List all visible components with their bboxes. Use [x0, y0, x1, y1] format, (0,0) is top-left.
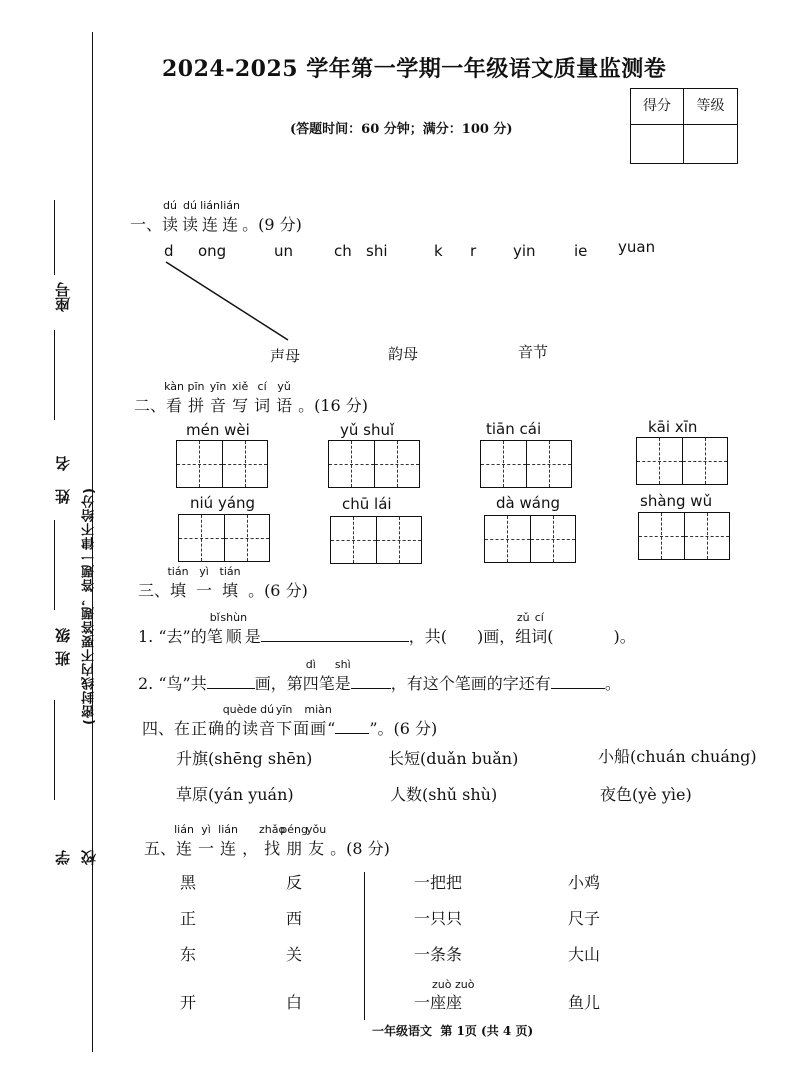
q2-word-char [209, 380, 227, 416]
q5-left-a[interactable]: 黑 [180, 873, 197, 892]
q3-blank-strokes[interactable] [207, 688, 255, 689]
seat-label: 座号 [54, 282, 72, 312]
q4-word-pinyin: yīn [275, 703, 293, 716]
q3-l2-hanzi: 第 [286, 674, 303, 693]
q2-word-char [187, 380, 205, 416]
q1-example-line [160, 258, 300, 348]
q3-l1-pinyin: shùn [220, 611, 248, 624]
q2-word-hanzi: 语 [276, 396, 293, 415]
q5-heading: 五、连 lián 一 yì 连 lián ， 找 zhǎo 朋 péng 友 yǒu 。(8 分) [144, 823, 390, 858]
q3-l2-pinyin: shì [334, 658, 351, 671]
q5-left-a[interactable]: 开 [180, 993, 197, 1012]
q3-l2-pinyin: dì [305, 658, 316, 671]
q2-pinyin: kāi xīn [648, 418, 698, 436]
q1-word-pinyin: dú [183, 199, 198, 212]
q1-word-hanzi: 读 [182, 215, 199, 234]
q5-left-a[interactable]: 正 [180, 909, 197, 928]
q5-word-pinyin: yǒu [306, 823, 327, 836]
q1-target[interactable]: 韵母 [388, 345, 419, 363]
q1-word-char [200, 199, 220, 235]
q3-word-pinyin: tián [167, 565, 189, 578]
q4-word-hanzi: 音 [259, 719, 276, 738]
q3-word-char [167, 565, 189, 601]
q2-word-hanzi: 看 [166, 396, 183, 415]
q5-word-pinyin: yì [201, 823, 211, 836]
score-table [630, 88, 738, 164]
q2-writing-grid[interactable] [484, 515, 576, 563]
q3-l1-char [531, 611, 548, 647]
q4-word-hanzi: 正 [191, 719, 208, 738]
q1-word-hanzi: 连 [222, 215, 239, 234]
q2-writing-grid[interactable] [638, 512, 730, 560]
q2-word-pinyin: kàn [164, 380, 184, 393]
q3-word-hanzi: 填 [222, 581, 239, 600]
q4-word-hanzi: 读 [242, 719, 259, 738]
q5-right-a[interactable]: 一只只 [414, 909, 463, 928]
seat-field[interactable] [52, 200, 76, 315]
q2-writing-grid[interactable] [480, 440, 572, 488]
q5-word-hanzi: 一 [198, 839, 215, 858]
q3-l2-hanzi: 笔 [318, 674, 335, 693]
q3-l1-hanzi: 顺 [225, 627, 242, 646]
name-label: 姓名 [54, 438, 72, 504]
q4-item[interactable]: 草原(yán yuán) [176, 785, 294, 804]
q5-word-pinyin: péng [280, 823, 308, 836]
q5-left-a[interactable]: 东 [180, 945, 197, 964]
q3-blank-more-chars[interactable] [551, 688, 605, 689]
q1-item[interactable]: d [164, 242, 174, 260]
q4-word-hanzi: 在 [174, 719, 191, 738]
q4-item[interactable]: 人数(shǔ shù) [390, 785, 498, 804]
q5-right-a[interactable]: 一条条 [414, 945, 463, 964]
q1-item[interactable]: yuan [618, 238, 656, 256]
q5-word-hanzi: 连 [176, 839, 193, 858]
q5-word-char [306, 823, 327, 859]
q3-l1-char [515, 611, 532, 647]
q3-word-hanzi: 一 [196, 581, 213, 600]
q2-word-char [254, 380, 271, 416]
q3-heading: 三、填 tián 一 yì 填 tián 。(6 分) [138, 565, 308, 600]
q2-word-char [231, 380, 249, 416]
q4-word-hanzi: 的 [225, 719, 242, 738]
q5-right-b[interactable]: 大山 [568, 945, 601, 964]
q2-writing-grid[interactable] [330, 516, 422, 564]
q4-word-char [242, 703, 259, 739]
q4-heading: 四、在正确的 què 读 de 音 dú 下 yīn 面画 miàn “ ”。(6 分) [142, 703, 438, 738]
q4-word-hanzi: 面 [293, 719, 310, 738]
q1-word-char [220, 199, 240, 235]
q3-l1-pinyin: cí [534, 611, 544, 624]
q3-l1-hanzi: 笔 [206, 627, 223, 646]
q3-blank-fourth-stroke[interactable] [351, 688, 391, 689]
score-cell[interactable] [631, 125, 684, 163]
q2-word-pinyin: yǔ [277, 380, 291, 393]
q1-word-pinyin: lián [200, 199, 220, 212]
q2-pinyin: chū lái [342, 495, 392, 513]
school-field[interactable] [52, 700, 98, 865]
q2-writing-grid[interactable] [176, 440, 268, 488]
q2-word-pinyin: xiě [231, 380, 249, 393]
q3-l2-char [302, 658, 319, 694]
q5-word-char [198, 823, 215, 859]
q3-l1-char [206, 611, 223, 647]
page-title: 2024-2025 学年第一学期一年级语文质量监测卷 [162, 56, 667, 82]
q3-l2-char [287, 671, 303, 694]
q5-word-pinyin: lián [174, 823, 194, 836]
q3-l2-char [319, 671, 335, 694]
q5-word-char [218, 823, 238, 859]
q3-line-1: 1. “去”的笔 bǐ 顺 shùn 是 ，共( )画，组 zǔ 词 cí ( )。 [138, 611, 636, 646]
seal-note: (密封线内不要答题，答题一律不给分) [82, 487, 97, 725]
score-header: 得分 [631, 89, 684, 125]
q4-word-char [304, 703, 332, 739]
q4-word-pinyin: dú [260, 703, 275, 716]
grade-cell[interactable] [684, 125, 737, 163]
q4-word-pinyin: de [243, 703, 257, 716]
q5-right-a[interactable]: 一把把 [414, 873, 463, 892]
grade-header: 等级 [684, 89, 737, 125]
q3-l2-hanzi: 四 [302, 674, 319, 693]
q5-word-hanzi: ， [242, 839, 259, 858]
q2-word-hanzi: 写 [232, 396, 249, 415]
q2-writing-grid[interactable] [328, 440, 420, 488]
q2-word-char [276, 380, 293, 416]
name-field[interactable] [52, 330, 76, 510]
q2-word-pinyin: pīn [187, 380, 205, 393]
q4-word-pinyin: què [222, 703, 244, 716]
q5-pinyin: zuò zuò [432, 978, 475, 991]
q2-pinyin: dà wáng [496, 494, 560, 512]
q3-l1-hanzi: 组 [515, 627, 532, 646]
q3-l2-hanzi: 是 [334, 674, 351, 693]
q1-word-hanzi: 读 [162, 215, 179, 234]
q3-word-pinyin: tián [219, 565, 241, 578]
q4-word-hanzi: 下 [276, 719, 293, 738]
q2-word-pinyin: cí [257, 380, 267, 393]
q1-heading: 一、读 dú 读 dú 连 lián 连 lián 。(9 分) [130, 199, 302, 234]
q1-word-char [162, 199, 179, 235]
q1-item[interactable]: ie [574, 242, 588, 260]
q2-pinyin: tiān cái [486, 420, 542, 438]
q1-word-pinyin: lián [220, 199, 240, 212]
q3-l1-pinyin: zǔ [516, 611, 530, 624]
q5-word-hanzi: 朋 [286, 839, 303, 858]
q5-word-char [174, 823, 194, 859]
q2-word-hanzi: 拼 [188, 396, 205, 415]
q4-word-char [208, 716, 224, 739]
q3-word-pinyin: yì [199, 565, 209, 578]
q4-word-char [275, 703, 293, 739]
q5-right-b[interactable]: 小鸡 [568, 873, 601, 892]
q4-word-hanzi: 确 [208, 719, 225, 738]
q1-word-char [182, 199, 199, 235]
q2-word-hanzi: 音 [210, 396, 227, 415]
q5-word-hanzi: 找 [264, 839, 281, 858]
q4-word-char [293, 716, 309, 739]
q5-divider [364, 872, 365, 1020]
q5-left-b[interactable]: 反 [286, 873, 303, 892]
q2-word-hanzi: 词 [254, 396, 271, 415]
q2-pinyin: yǔ shuǐ [340, 421, 395, 439]
q1-word-pinyin: dú [163, 199, 177, 212]
q1-item[interactable]: k [434, 242, 443, 260]
q4-word-char [191, 716, 207, 739]
q5-right-b[interactable]: 尺子 [568, 909, 601, 928]
q5-word-pinyin: zhǎo [258, 823, 286, 836]
q3-blank-stroke-order[interactable] [261, 641, 409, 642]
q1-item[interactable]: yin [513, 242, 536, 260]
q4-item[interactable]: 升旗(shēng shēn) [176, 749, 313, 768]
q2-word-pinyin: yīn [209, 380, 227, 393]
q4-item[interactable]: 夜色(yè yìe) [600, 785, 692, 804]
q2-heading: 二、看 kàn 拼 pīn 音 yīn 写 xiě 词 cí 语 yǔ 。(16 分) [134, 380, 369, 415]
q1-item[interactable]: ong [198, 242, 227, 260]
q4-word-char [174, 716, 190, 739]
q2-writing-grid[interactable] [636, 437, 728, 485]
q2-pinyin: mén wèi [186, 421, 250, 439]
school-label: 学校 [54, 836, 98, 865]
q2-pinyin: niú yáng [190, 494, 256, 512]
q3-word-hanzi: 填 [170, 581, 187, 600]
q4-word-pinyin: miàn [304, 703, 332, 716]
q1-target[interactable]: 音节 [518, 343, 549, 361]
q4-item[interactable]: 小船(chuán chuáng) [598, 747, 757, 766]
q5-word-char [280, 823, 308, 859]
q1-word-hanzi: 连 [202, 215, 219, 234]
class-label: 班级 [54, 620, 72, 666]
q3-word-char [219, 565, 241, 601]
exam-info: (答题时间：60 分钟；满分：100 分) [290, 122, 513, 137]
class-field[interactable] [52, 520, 76, 690]
q5-right-a[interactable]: 一座座 [414, 993, 463, 1012]
q4-word-hanzi: 画 [310, 719, 327, 738]
q5-left-b[interactable]: 关 [286, 945, 303, 964]
q1-target[interactable]: 声母 [270, 347, 301, 365]
q3-l1-hanzi: 词 [531, 627, 548, 646]
q2-word-char [164, 380, 184, 416]
page-footer: 一年级语文 第 1页 (共 4 页) [372, 1024, 534, 1038]
q3-l1-char [220, 611, 248, 647]
q3-word-char [196, 565, 213, 601]
q5-right-b[interactable]: 鱼儿 [568, 993, 601, 1012]
q2-pinyin: shàng wǔ [640, 492, 713, 510]
q5-word-hanzi: 友 [308, 839, 325, 858]
q1-item[interactable]: r [470, 242, 477, 260]
q1-item[interactable]: ch [334, 242, 352, 260]
q2-writing-grid[interactable] [178, 514, 270, 562]
q5-left-b[interactable]: 白 [286, 993, 303, 1012]
q5-word-hanzi: 连 [220, 839, 237, 858]
q4-item[interactable]: 长短(duǎn buǎn) [388, 749, 519, 768]
q5-word-pinyin: lián [218, 823, 238, 836]
q3-line-2: 2. “鸟”共 画，第四 dì 笔是 shì ，有这个笔画的字还有 。 [138, 658, 621, 693]
q4-word-char [259, 703, 276, 739]
q1-item[interactable]: un [274, 242, 294, 260]
q5-word-char [258, 823, 286, 859]
q3-l1-pinyin: bǐ [209, 611, 220, 624]
q5-word-char [242, 836, 258, 859]
q5-left-b[interactable]: 西 [286, 909, 303, 928]
q4-word-char [222, 703, 244, 739]
q3-l2-char [334, 658, 351, 694]
q1-item[interactable]: shi [366, 242, 388, 260]
